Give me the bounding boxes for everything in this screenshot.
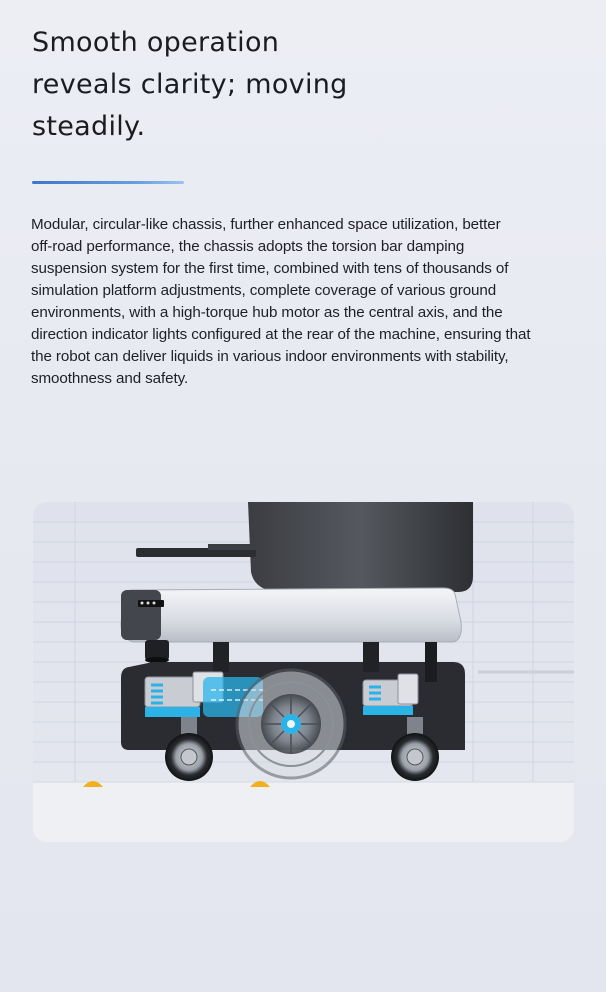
- headline-line: Smooth operation: [32, 27, 280, 58]
- description-line: suspension system for the first time, combined with tens of thousands of: [31, 260, 509, 277]
- description-line: the robot can deliver liquids in various indoor environments with stability,: [31, 348, 509, 365]
- description-line: direction indicator lights configured at the rear of the machine, ensuring that: [31, 326, 531, 343]
- description-line: Modular, circular-like chassis, further enhanced space utilization, better: [31, 216, 501, 233]
- description-line: environments, with a high-torque hub motor as the central axis, and the: [31, 304, 503, 321]
- product-image: [33, 502, 574, 842]
- description-line: simulation platform adjustments, complete coverage of various ground: [31, 282, 497, 299]
- description-line: off-road performance, the chassis adopts the torsion bar damping: [31, 238, 465, 255]
- accent-divider: [32, 181, 184, 184]
- headline: [32, 22, 392, 148]
- description-paragraph: [31, 214, 571, 390]
- description-line: smoothness and safety.: [31, 370, 189, 387]
- headline-line: reveals clarity; moving: [32, 69, 348, 100]
- headline-line: steadily.: [32, 111, 146, 142]
- robot-chassis-illustration: [33, 502, 574, 842]
